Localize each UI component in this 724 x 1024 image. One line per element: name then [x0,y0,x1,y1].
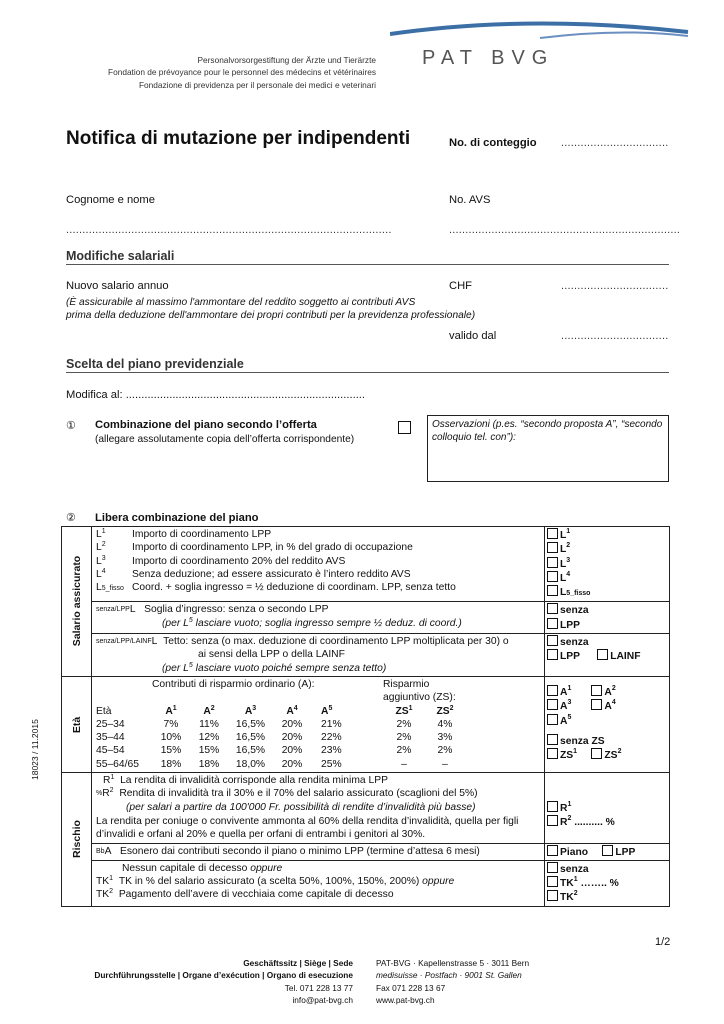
r1-text: La rendita di invalidità corrisponde alla rendita minima LPP [120,775,388,787]
tetto-text2: ai sensi della LPP o della LAINF [198,649,345,661]
soglia-text: Soglia d’ingresso: senza o secondo LPP [144,604,329,616]
footer-email[interactable]: info@pat-bvg.ch [292,994,353,1005]
check-a1[interactable]: $A^1$ [547,687,571,698]
rates-cell [92,676,545,772]
footer-exec: Durchführungsstelle | Organe d’exécution | Organo di esecuzione [94,970,353,981]
valid-label: valido dal [449,330,497,342]
check-tk2[interactable]: $TK^2$ [547,890,667,904]
footer-left [94,957,353,1006]
org-names [108,54,376,91]
page-title: Notifica di mutazione per indipendenti [66,128,411,149]
l-rows [92,527,545,602]
check-senza-zs[interactable]: senza ZS [547,734,667,748]
surname-label: Cognome e nome [66,194,155,206]
check-tetto-senza[interactable]: senza [547,635,667,649]
avs-label: No. AVS [449,194,491,206]
footer-address: PAT-BVG · Kapellenstrasse 5 · 3011 Bern [376,958,530,968]
spouse-text: La rendita per coniuge o convivente ammonta al 60% della rendita d’invalidità, quella per figli d’invalidi e orfani al 20% e quella per orfani di entrambi i genitori al 30%. [96,815,519,841]
ba-text: Esonero dai contributi secondo il piano o minimo LPP (termine d’attesa 6 mesi) [120,845,480,857]
l-checks [545,527,670,602]
side-salary [62,527,92,677]
l-row: $L^1$ Importo di coordinamento LPP [96,528,272,540]
contrib-head: Contributi di risparmio ordinario (A): [152,678,315,690]
salary-note [66,297,475,322]
risk-checks [545,773,670,843]
soglia-cell: $^{senza/LPP}$L Soglia d’ingresso: senza o secondo LPP (per $L^5$ lasciare vuoto; soglia ingresso sempre ½ deduz. di coord.) [92,602,545,634]
count-label: No. di conteggio [449,137,537,149]
l-row-text: Senza deduzione; ad essere assicurato è l’intero reddito AVS [132,568,411,580]
check-zs2[interactable]: $ZS^2$ [591,750,621,761]
avs-field[interactable]: ....................................................................... [449,224,681,236]
risk-cell: $R^1$ La rendita di invalidità corrisponde alla rendita minima LPP $^{\%}R^2$ Rendita di invalidità tra il 30% e il 70% del salario assicurato (scaglioni del 5%) (per salari a partire da 100'000 Fr. possibilità di rendite d’invalidità più basse) La rendita per coniuge o convivente ammonta al 60% della rendita d’invalidità, quella per figli d’invalidi e orfani al 20% e quella per orfani di entrambi i genitori al 30%. [92,773,545,843]
check-zs1[interactable]: $ZS^1$ [547,750,577,761]
tk-head: Nessun capitale di decesso oppure [122,862,283,874]
modify-field[interactable]: Modifica al: ............................................................................. [66,389,366,401]
tetto-checks [545,634,670,677]
check-l1[interactable]: $L^1$ [547,528,667,542]
option-2-number: ② [66,512,77,524]
tetto-cell: $^{senza/LPP/LAINF}$L Tetto: senza (o max. deduzione di coordinamento LPP moltiplicata per 30) o ai sensi della LPP o della LAINF (per $L^5$ lasciare vuoto poiché sempre senza tetto) [92,634,545,677]
check-ba-lpp[interactable]: LPP [602,847,635,858]
check-l2[interactable]: $L^2$ [547,542,667,556]
footer-web[interactable]: www.pat-bvg.ch [376,994,435,1005]
logo-text: PAT BVG [422,47,555,69]
org-line: Fondation de prévoyance pour le personnel des médecins et vétérinaires [108,67,376,78]
footer-tel: Tel. 071 228 13 77 [284,982,353,993]
remarks-text: Osservazioni (p.es. “secondo proposta A”, “secondo colloquio tel. con”): [432,419,663,443]
pat-bvg-logo [390,20,690,80]
soglia-checks [545,602,670,634]
check-tk-senza[interactable]: senza [547,862,667,876]
footer-medisuisse: medisuisse · Postfach · 9001 St. Gallen [376,970,522,981]
l-row: $L^3$ Importo di coordinamento 20% del reddito AVS [96,554,346,567]
page-number: 1/2 [655,936,671,948]
salary-field[interactable]: ................................. [561,280,669,292]
rate-row: 35–44 10% 12% 16,5% 20% 22% 2% 3% [96,732,453,744]
rate-row: 45–54 15% 15% 16,5% 20% 23% 2% 2% [96,745,453,757]
remarks-box[interactable] [427,415,669,482]
l-row: $L^2$ Importo di coordinamento LPP, in % del grado di occupazione [96,541,413,554]
check-r1[interactable]: $R^1$ [547,801,667,815]
check-r2[interactable]: $R^2$ .......... % [547,815,667,829]
tk-cell: Nessun capitale di decesso oppure $TK^1$ TK in % del salario assicurato (a scelta 50%, 100%, 150%, 200%) oppure $TK^2$ Pagamento dell’avere di vecchiaia come capitale di decesso [92,860,545,906]
soglia-prefix: senza/LPP [96,606,130,614]
tk-checks [545,860,670,906]
footer-seat: Geschäftssitz | Siège | Sede [243,958,353,968]
option-1-number: ① [66,420,77,432]
option-1-sub: (allegare assolutamente copia dell’offerta corrispondente) [95,434,355,445]
salary-note-line: (È assicurabile al massimo l'ammontare del reddito soggetto ai contributi AVS [66,297,416,308]
check-soglia-senza[interactable]: senza [547,603,667,617]
option-1-checkbox[interactable] [398,421,411,434]
age-checks [545,676,670,772]
l-row-text: Importo di coordinamento LPP, in % del grado di occupazione [132,542,413,554]
check-l5[interactable]: L5_fisso [547,585,667,600]
chf-label: CHF [449,280,472,292]
check-a3[interactable]: $A^3$ [547,701,571,712]
form-code: 18023 / 11.2015 [30,719,40,780]
side-salary-label: Salario assicurato [70,556,83,647]
side-age-label: Età [70,716,83,733]
check-l4[interactable]: $L^4$ [547,571,667,585]
tetto-prefix: senza/LPP/LAINF [96,638,152,646]
check-tetto-lainf[interactable]: LAINF [610,651,641,663]
l-row-text: Importo di coordinamento 20% del reddito AVS [132,555,346,567]
l-row-text: Importo di coordinamento LPP [132,529,272,540]
check-a4[interactable]: $A^4$ [591,701,615,712]
salary-note-line: prima della deduzione dell'ammontare dei propri contributi per la previdenza professionale) [66,309,476,321]
salary-label: Nuovo salario annuo [66,280,169,292]
tk2-text: Pagamento dell’avere di vecchiaia come capitale di decesso [118,889,394,901]
check-soglia-lpp[interactable]: LPP [547,618,667,632]
l-row: $L^4$ Senza deduzione; ad essere assicurato è l’intero reddito AVS [96,567,411,580]
divider [66,264,669,265]
option-1-title: Combinazione del piano secondo l’offerta [95,419,317,431]
divider [66,372,669,373]
section-plan: Scelta del piano previdenziale [66,357,244,371]
check-a5[interactable]: $A^5$ [547,714,667,728]
r2-text: Rendita di invalidità tra il 30% e il 70% del salario assicurato (scaglioni del 5%) [119,788,478,800]
age-label: Età [96,705,112,717]
extra-head: Risparmio aggiuntivo (ZS): [383,678,456,704]
side-age [62,676,92,772]
check-tetto-lpp[interactable]: LPP LAINF [547,649,667,663]
plan-table [61,526,670,907]
r2-note: (per salari a partire da 100'000 Fr. possibilità di rendite d’invalidità più basse) [126,801,476,813]
side-risk-label: Rischio [70,820,83,859]
ba-checks [545,843,670,860]
check-tk1[interactable]: $TK^1$ …….. % [547,876,667,890]
l-row: L5_fisso Coord. + soglia ingresso = ½ deduzione di coordinam. LPP, senza tetto [96,581,540,595]
side-risk [62,773,92,907]
footer-right [376,957,529,1006]
surname-field[interactable]: .................................................................................................... [66,224,392,236]
rate-row: 55–64/65 18% 18% 18,0% 20% 25% – – [96,758,448,770]
rate-row: 25–34 7% 11% 16,5% 20% 21% 2% 4% [96,718,453,730]
ba-cell: $^{Bb}$A Esonero dai contributi secondo il piano o minimo LPP (termine d’attesa 6 mesi) [92,843,545,860]
footer-fax: Fax 071 228 13 67 [376,982,446,993]
check-piano[interactable]: Piano [547,847,588,858]
org-line: Personalvorsorgestiftung der Ärzte und Tierärzte [197,55,376,65]
option-2-title: Libera combinazione del piano [95,512,259,524]
check-l3[interactable]: $L^3$ [547,557,667,571]
valid-field[interactable]: ................................. [561,330,669,342]
section-salary: Modifiche salariali [66,249,175,263]
rates-table: Contributi di risparmio ordinario (A): Risparmio aggiuntivo (ZS): Età $A^1$ $A^2$ $A^3$ $A^4$ $A^5$ $ZS^1$ $ZS^2$ 25–34 7% 11% 16,5% 20% 21% 2% 4% 35–44 10% 12% 16,5% 20% 22% 2% 3% 45–54 15% 15% 16,5% 20% 23% 2% 2% 55–64/65 18% 18% 18,0% 20% 25% – – [96,678,465,771]
tk1-text: TK in % del salario assicurato (a scelta 50%, 100%, 150%, 200%) oppure [118,876,455,888]
count-field[interactable]: ................................. [561,137,669,149]
tetto-text: Tetto: senza (o max. deduzione di coordinamento LPP moltiplicata per 30) o [163,636,509,648]
org-line: Fondazione di previdenza per il personale dei medici e veterinari [138,79,376,90]
l-row-text: Coord. + soglia ingresso = ½ deduzione di coordinam. LPP, senza tetto [132,582,456,594]
check-a2[interactable]: $A^2$ [591,687,615,698]
